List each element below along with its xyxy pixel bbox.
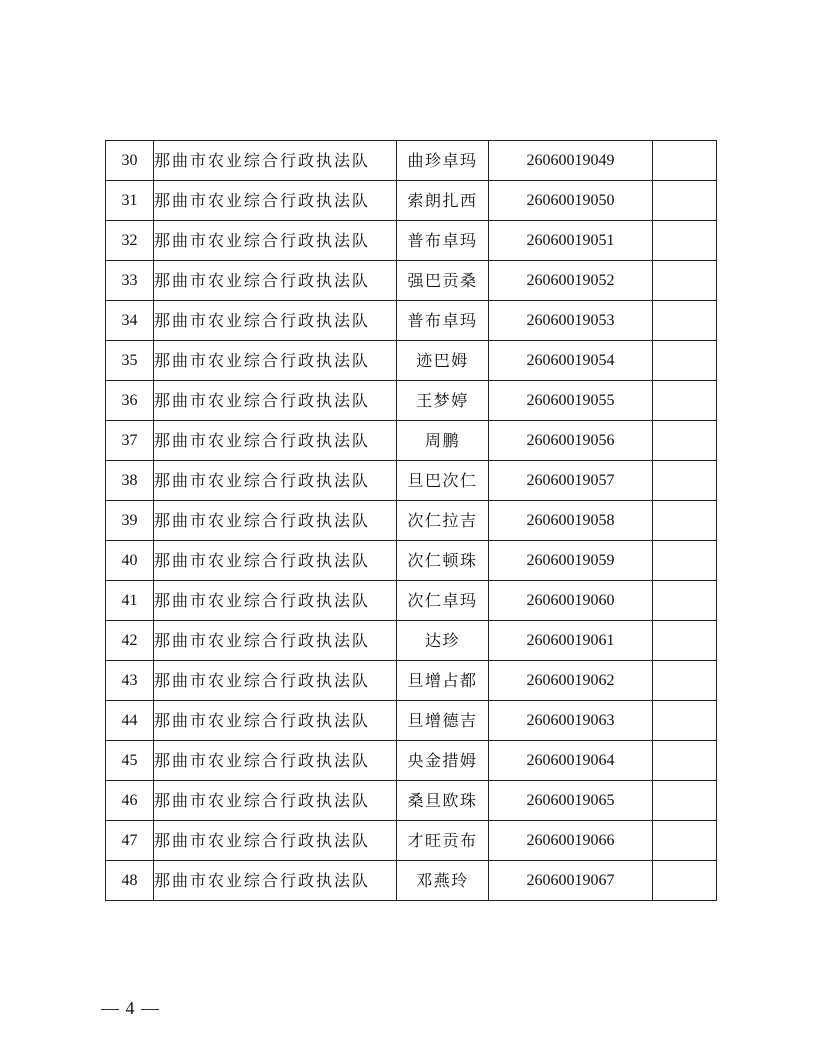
unit-cell: 那曲市农业综合行政执法队 — [154, 861, 397, 901]
table-row — [106, 221, 717, 261]
person-name-cell: 普布卓玛 — [397, 221, 489, 261]
certificate-number-cell: 26060019057 — [489, 461, 653, 501]
serial-number-cell: 41 — [106, 581, 154, 621]
serial-number-cell: 36 — [106, 381, 154, 421]
remarks-cell — [653, 541, 717, 581]
unit-cell: 那曲市农业综合行政执法队 — [154, 741, 397, 781]
remarks-cell — [653, 661, 717, 701]
serial-number-cell: 32 — [106, 221, 154, 261]
unit-cell: 那曲市农业综合行政执法队 — [154, 501, 397, 541]
serial-number-cell: 31 — [106, 181, 154, 221]
table-row — [106, 701, 717, 741]
certificate-number-cell: 26060019054 — [489, 341, 653, 381]
serial-number-cell: 44 — [106, 701, 154, 741]
serial-number-cell: 37 — [106, 421, 154, 461]
person-name-cell: 才旺贡布 — [397, 821, 489, 861]
person-name-cell: 旦巴次仁 — [397, 461, 489, 501]
certificate-number-cell: 26060019056 — [489, 421, 653, 461]
unit-cell: 那曲市农业综合行政执法队 — [154, 261, 397, 301]
table-row — [106, 821, 717, 861]
table-row — [106, 861, 717, 901]
unit-cell: 那曲市农业综合行政执法队 — [154, 701, 397, 741]
roster-table-body — [106, 141, 717, 901]
remarks-cell — [653, 461, 717, 501]
table-row — [106, 661, 717, 701]
remarks-cell — [653, 821, 717, 861]
person-name-cell: 次仁卓玛 — [397, 581, 489, 621]
unit-cell: 那曲市农业综合行政执法队 — [154, 621, 397, 661]
table-row — [106, 621, 717, 661]
person-name-cell: 周鹏 — [397, 421, 489, 461]
certificate-number-cell: 26060019062 — [489, 661, 653, 701]
table-row — [106, 741, 717, 781]
remarks-cell — [653, 861, 717, 901]
remarks-cell — [653, 581, 717, 621]
person-name-cell: 强巴贡桑 — [397, 261, 489, 301]
person-name-cell: 曲珍卓玛 — [397, 141, 489, 181]
person-name-cell: 普布卓玛 — [397, 301, 489, 341]
remarks-cell — [653, 701, 717, 741]
serial-number-cell: 35 — [106, 341, 154, 381]
person-name-cell: 达珍 — [397, 621, 489, 661]
table-row — [106, 581, 717, 621]
serial-number-cell: 46 — [106, 781, 154, 821]
remarks-cell — [653, 341, 717, 381]
certificate-number-cell: 26060019051 — [489, 221, 653, 261]
table-row — [106, 341, 717, 381]
remarks-cell — [653, 781, 717, 821]
table-row — [106, 181, 717, 221]
certificate-number-cell: 26060019066 — [489, 821, 653, 861]
unit-cell: 那曲市农业综合行政执法队 — [154, 301, 397, 341]
person-name-cell: 桑旦欧珠 — [397, 781, 489, 821]
certificate-number-cell: 26060019055 — [489, 381, 653, 421]
certificate-number-cell: 26060019049 — [489, 141, 653, 181]
person-name-cell: 索朗扎西 — [397, 181, 489, 221]
person-name-cell: 央金措姆 — [397, 741, 489, 781]
remarks-cell — [653, 421, 717, 461]
serial-number-cell: 40 — [106, 541, 154, 581]
table-row — [106, 301, 717, 341]
remarks-cell — [653, 381, 717, 421]
unit-cell: 那曲市农业综合行政执法队 — [154, 541, 397, 581]
certificate-number-cell: 26060019065 — [489, 781, 653, 821]
certificate-number-cell: 26060019063 — [489, 701, 653, 741]
unit-cell: 那曲市农业综合行政执法队 — [154, 181, 397, 221]
certificate-number-cell: 26060019058 — [489, 501, 653, 541]
table-row — [106, 141, 717, 181]
certificate-number-cell: 26060019052 — [489, 261, 653, 301]
unit-cell: 那曲市农业综合行政执法队 — [154, 461, 397, 501]
person-name-cell: 次仁拉吉 — [397, 501, 489, 541]
table-row — [106, 421, 717, 461]
certificate-number-cell: 26060019061 — [489, 621, 653, 661]
serial-number-cell: 47 — [106, 821, 154, 861]
serial-number-cell: 43 — [106, 661, 154, 701]
table-row — [106, 381, 717, 421]
serial-number-cell: 42 — [106, 621, 154, 661]
table-row — [106, 501, 717, 541]
remarks-cell — [653, 181, 717, 221]
serial-number-cell: 45 — [106, 741, 154, 781]
remarks-cell — [653, 301, 717, 341]
person-name-cell: 次仁顿珠 — [397, 541, 489, 581]
unit-cell: 那曲市农业综合行政执法队 — [154, 341, 397, 381]
table-row — [106, 461, 717, 501]
remarks-cell — [653, 261, 717, 301]
unit-cell: 那曲市农业综合行政执法队 — [154, 141, 397, 181]
unit-cell: 那曲市农业综合行政执法队 — [154, 661, 397, 701]
remarks-cell — [653, 141, 717, 181]
certificate-number-cell: 26060019064 — [489, 741, 653, 781]
roster-table — [105, 140, 717, 901]
person-name-cell: 王梦婷 — [397, 381, 489, 421]
page-number: — 4 — — [101, 998, 160, 1018]
unit-cell: 那曲市农业综合行政执法队 — [154, 421, 397, 461]
unit-cell: 那曲市农业综合行政执法队 — [154, 221, 397, 261]
person-name-cell: 迹巴姆 — [397, 341, 489, 381]
serial-number-cell: 38 — [106, 461, 154, 501]
certificate-number-cell: 26060019060 — [489, 581, 653, 621]
certificate-number-cell: 26060019050 — [489, 181, 653, 221]
unit-cell: 那曲市农业综合行政执法队 — [154, 821, 397, 861]
serial-number-cell: 48 — [106, 861, 154, 901]
serial-number-cell: 30 — [106, 141, 154, 181]
person-name-cell: 旦增德吉 — [397, 701, 489, 741]
unit-cell: 那曲市农业综合行政执法队 — [154, 581, 397, 621]
serial-number-cell: 33 — [106, 261, 154, 301]
table-row — [106, 261, 717, 301]
unit-cell: 那曲市农业综合行政执法队 — [154, 381, 397, 421]
remarks-cell — [653, 621, 717, 661]
person-name-cell: 旦增占都 — [397, 661, 489, 701]
remarks-cell — [653, 741, 717, 781]
person-name-cell: 邓燕玲 — [397, 861, 489, 901]
unit-cell: 那曲市农业综合行政执法队 — [154, 781, 397, 821]
certificate-number-cell: 26060019067 — [489, 861, 653, 901]
table-row — [106, 541, 717, 581]
remarks-cell — [653, 221, 717, 261]
serial-number-cell: 39 — [106, 501, 154, 541]
certificate-number-cell: 26060019053 — [489, 301, 653, 341]
table-row — [106, 781, 717, 821]
remarks-cell — [653, 501, 717, 541]
serial-number-cell: 34 — [106, 301, 154, 341]
certificate-number-cell: 26060019059 — [489, 541, 653, 581]
